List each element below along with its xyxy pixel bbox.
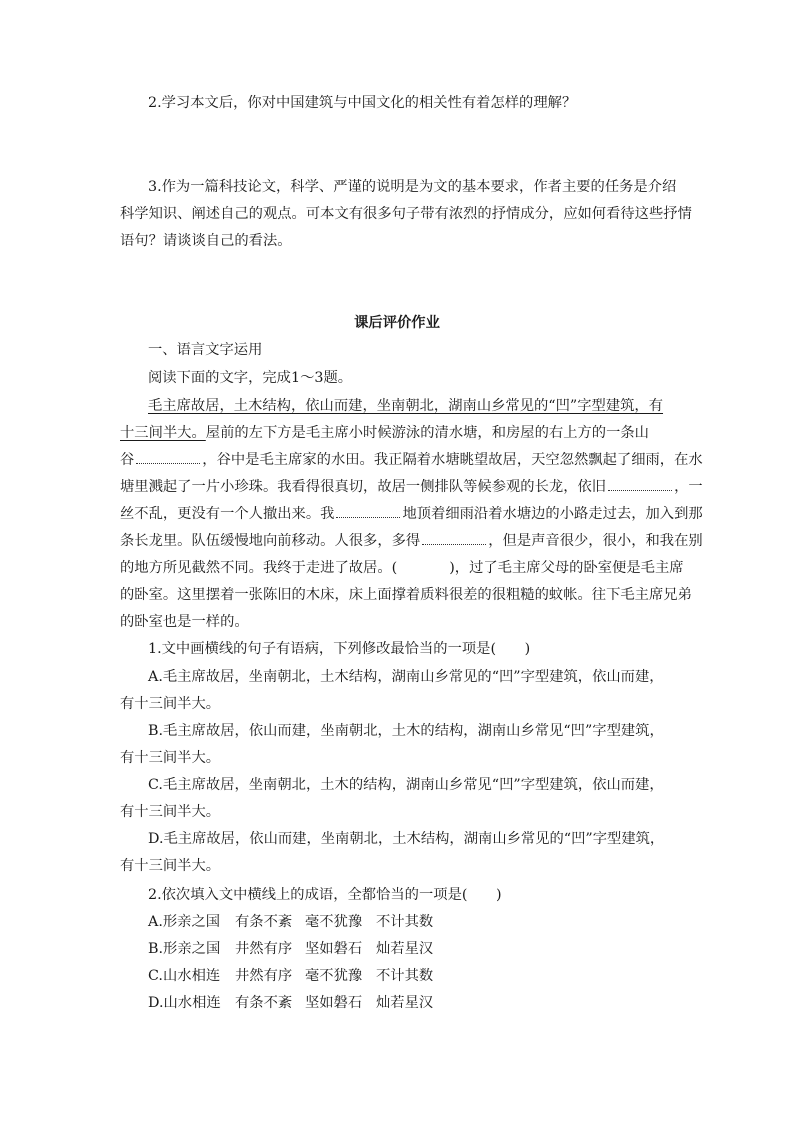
q2-option-a-word-2: 有条不紊	[235, 914, 293, 930]
q2-option-c-word-2: 井然有序	[235, 968, 293, 984]
passage-text: 条长龙里。队伍缓慢地向前移动。人很多，多得	[120, 533, 421, 549]
passage-line-2	[120, 420, 680, 447]
q2-option-b-word-2: 井然有序	[235, 941, 293, 957]
blank-2[interactable]	[608, 478, 672, 491]
q1-option-c-line-2[interactable]: 有十三间半大。	[120, 804, 221, 820]
passage-text: ，谷中是毛主席家的水田。我正隔着水塘眺望故居，天空忽然飘起了细雨，在水	[202, 452, 703, 468]
q1-option-b-line-1[interactable]: B.毛主席故居，依山而建，坐南朝北，土木的结构，湖南山乡常见“凹”字型建筑，	[148, 723, 664, 739]
passage-text: 地顶着细雨沿着水塘边的小路走过去，加入到那	[402, 506, 703, 522]
q2-option-d-word-4: 灿若星汉	[376, 995, 434, 1011]
q2-option-a-word-4: 不计其数	[376, 914, 434, 930]
question-3-line-1: 3.作为一篇科技论文，科学、严谨的说明是为文的基本要求，作者主要的任务是介绍	[148, 179, 677, 195]
passage-text: )，过了毛主席父母的卧室便是毛主席	[449, 560, 684, 576]
passage-text: ，一	[674, 479, 703, 495]
passage-line-3	[120, 447, 703, 474]
q1-option-c-line-1[interactable]: C.毛主席故居，坐南朝北，土木的结构，湖南山乡常见“凹”字型建筑，依山而建，	[148, 777, 664, 793]
instruction: 阅读下面的文字，完成1～3题。	[148, 370, 353, 386]
q2-option-b-word-3: 坚如磐石	[305, 941, 363, 957]
blank-1[interactable]	[136, 451, 200, 464]
q2-option-b-word-4: 灿若星汉	[376, 941, 434, 957]
q1-option-d-line-1[interactable]: D.毛主席故居，依山而建，坐南朝北，土木结构，湖南山乡常见的“凹”字型建筑，	[148, 831, 665, 847]
passage-text: ，但是声音很少，很小，和我在别	[488, 533, 703, 549]
q2-option-c-word-1: C.山水相连	[148, 968, 221, 984]
passage-text: 的地方所见截然不同。我终于走进了故居。(	[120, 560, 398, 576]
passage-line-4	[120, 474, 703, 501]
q2-option-b-word-1: B.形亲之国	[148, 941, 221, 957]
section-title: 课后评价作业	[354, 315, 440, 331]
q2-option-d-word-3: 坚如磐石	[305, 995, 363, 1011]
passage-text: 屋前的左下方是毛主席小时候游泳的清水塘，和房屋的右上方的一条山	[205, 425, 649, 441]
part-heading: 一、语言文字运用	[148, 342, 263, 358]
blank-4[interactable]	[422, 532, 486, 545]
q2-option-c-word-4: 不计其数	[376, 968, 434, 984]
passage-text: 丝不乱，更没有一个人撤出来。我	[120, 506, 335, 522]
q1-option-b-line-2[interactable]: 有十三间半大。	[120, 750, 221, 766]
passage-line-1	[148, 393, 708, 420]
underlined-sentence-part-2: 十三间半大。	[120, 425, 206, 441]
passage-line-6	[120, 528, 703, 555]
q1-option-d-line-2[interactable]: 有十三间半大。	[120, 858, 221, 874]
q2-stem: 2.依次填入文中横线上的成语，全都恰当的一项是( )	[148, 887, 502, 903]
q2-option-d-word-1: D.山水相连	[148, 995, 221, 1011]
underlined-sentence-part-1: 毛主席故居，土木结构，依山而建，坐南朝北，湖南山乡常见的“凹”字型建筑，有	[148, 398, 664, 414]
question-3-line-2: 科学知识、阐述自己的观点。可本文有很多句子带有浓烈的抒情成分，应如何看待这些抒情	[120, 206, 692, 222]
q2-option-c-word-3: 毫不犹豫	[305, 968, 363, 984]
q1-option-a-line-1[interactable]: A.毛主席故居，坐南朝北，土木结构，湖南山乡常见的“凹”字型建筑，依山而建，	[148, 669, 664, 685]
passage-line-7	[120, 555, 684, 582]
q1-option-a-line-2[interactable]: 有十三间半大。	[120, 696, 221, 712]
passage-line-8: 的卧室。这里摆着一张陈旧的木床，床上面撑着质料很差的很粗糙的蚊帐。往下毛主席兄弟	[120, 587, 692, 603]
blank-3[interactable]	[336, 505, 400, 518]
passage-text: 塘里溅起了一片小珍珠。我看得很真切，故居一侧排队等候参观的长龙，依旧	[120, 479, 607, 495]
passage-line-9: 的卧室也是一样的。	[120, 614, 249, 630]
question-3-line-3: 语句？请谈谈自己的看法。	[120, 233, 292, 249]
q1-stem: 1.文中画横线的句子有语病，下列修改最恰当的一项是( )	[148, 641, 531, 657]
question-2-top: 2.学习本文后，你对中国建筑与中国文化的相关性有着怎样的理解？	[148, 95, 577, 111]
q2-option-d-word-2: 有条不紊	[235, 995, 293, 1011]
q2-option-a-word-3: 毫不犹豫	[305, 914, 363, 930]
q2-option-a-word-1: A.形亲之国	[148, 914, 221, 930]
passage-text: 谷	[120, 452, 135, 468]
passage-line-5	[120, 501, 703, 528]
